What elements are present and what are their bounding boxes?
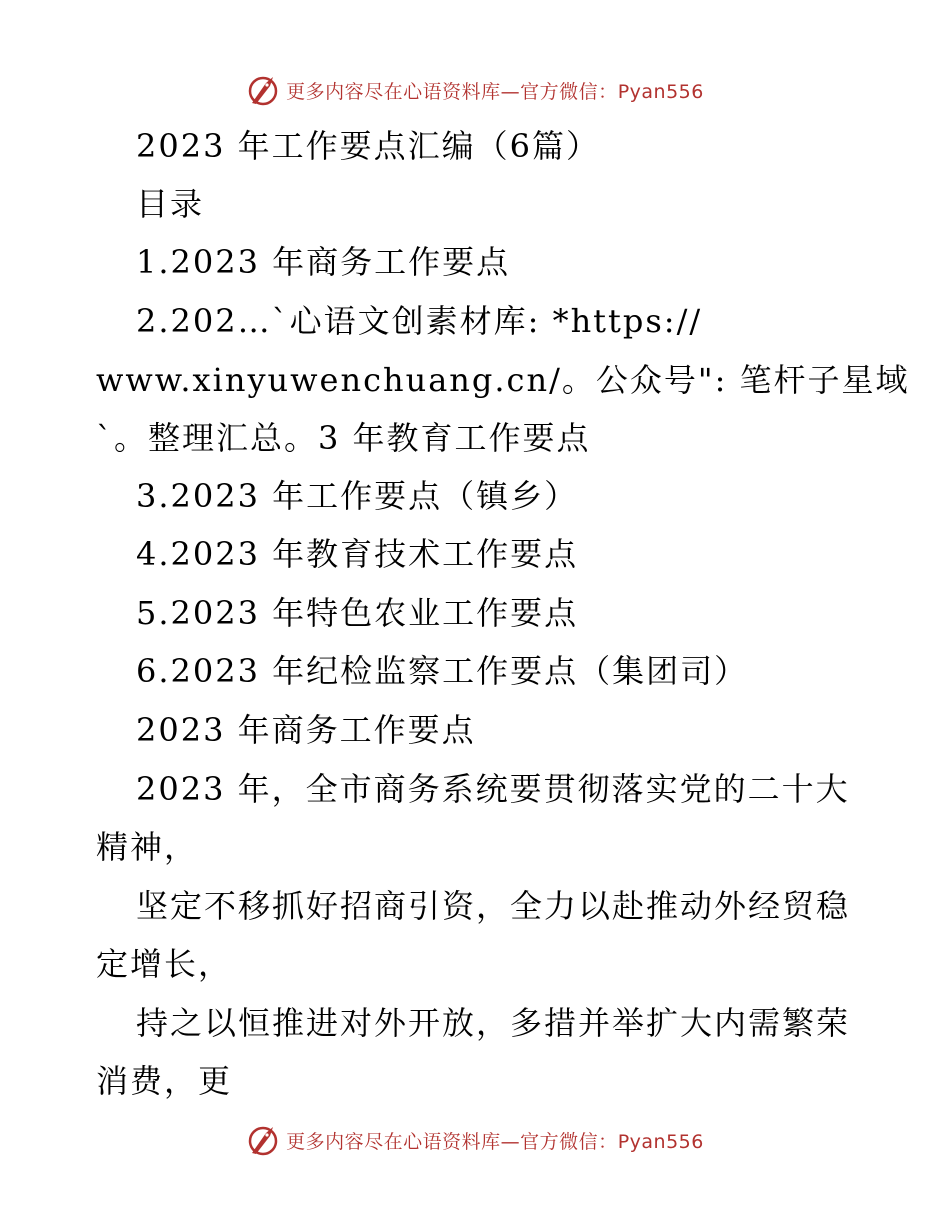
watermark-slogan: 更多内容尽在心语资料库 — [286, 80, 501, 103]
paragraph-line: 持之以恒推进对外开放，多措并举扩大内需繁荣 — [136, 1004, 851, 1042]
watermark-wechat-label: 官方微信： — [520, 80, 618, 103]
paragraph-line: 2023 年，全市商务系统要贯彻落实党的二十大 — [136, 770, 850, 808]
document-title: 2023 年工作要点汇编（6篇） — [136, 127, 600, 165]
watermark-wechat-id: Pyan556 — [617, 80, 704, 103]
section-heading: 2023 年商务工作要点 — [136, 711, 476, 749]
watermark-dash: — — [500, 80, 521, 103]
watermark-text — [286, 1127, 704, 1154]
toc-item-continuation: www.xinyuwenchuang.cn/。公众号": 笔杆子星域 — [96, 361, 910, 399]
paragraph-line: 消费，更 — [96, 1062, 233, 1100]
watermark-slogan: 更多内容尽在心语资料库 — [286, 1130, 501, 1153]
toc-item: 4.2023 年教育技术工作要点 — [136, 535, 579, 573]
toc-item: 6.2023 年纪检监察工作要点（集团司） — [136, 652, 749, 690]
watermark-group — [246, 1123, 704, 1157]
watermark-text — [286, 77, 704, 104]
watermark-dash: — — [500, 1130, 521, 1153]
pen-nib-logo-icon — [246, 73, 280, 107]
paragraph-line: 精神， — [96, 828, 199, 866]
bottom-watermark-banner — [0, 1118, 950, 1162]
pen-nib-logo-icon — [246, 1123, 280, 1157]
toc-item: 2.202…`心语文创素材库: *https:// — [136, 302, 703, 340]
paragraph-line: 坚定不移抓好招商引资，全力以赴推动外经贸稳 — [136, 887, 851, 925]
watermark-group — [246, 73, 704, 107]
paragraph-line: 定增长， — [96, 945, 233, 983]
toc-item: 1.2023 年商务工作要点 — [136, 243, 511, 281]
toc-item: 5.2023 年特色农业工作要点 — [136, 594, 579, 632]
toc-heading: 目录 — [136, 185, 205, 223]
top-watermark-banner — [0, 68, 950, 112]
watermark-wechat-id: Pyan556 — [617, 1130, 704, 1153]
toc-item: 3.2023 年工作要点（镇乡） — [136, 477, 579, 515]
toc-item-continuation: `。整理汇总。3 年教育工作要点 — [96, 419, 591, 457]
watermark-wechat-label: 官方微信： — [520, 1130, 618, 1153]
